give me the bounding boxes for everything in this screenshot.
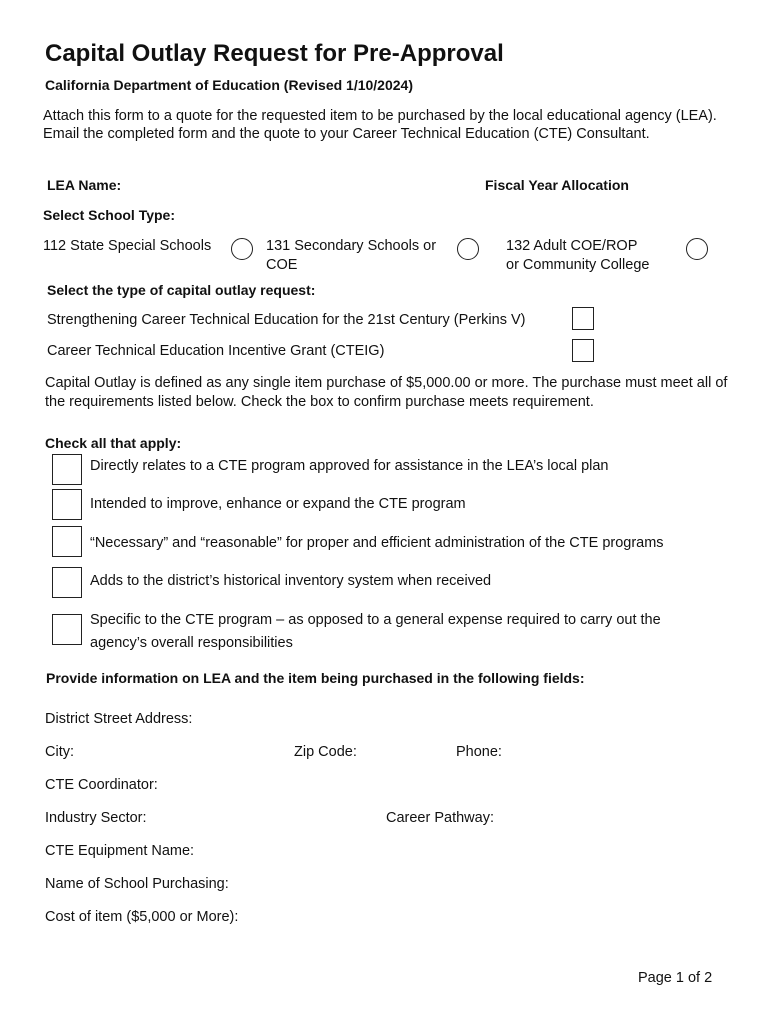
requirement-label-3: “Necessary” and “reasonable” for proper and efficient administration of the CTE programs	[90, 535, 664, 551]
form-subtitle: California Department of Education (Revised 1/10/2024)	[45, 77, 413, 93]
requirement-checkbox-5[interactable]	[52, 614, 82, 645]
info-heading: Provide information on LEA and the item being purchased in the following fields:	[46, 670, 585, 686]
request-type-cteig-checkbox[interactable]	[572, 339, 594, 362]
request-type-cteig-label: Career Technical Education Incentive Grant (CTEIG)	[47, 343, 385, 359]
school-type-option-131-label	[266, 237, 436, 275]
city-label: City:	[45, 744, 74, 760]
request-type-heading: Select the type of capital outlay request:	[47, 282, 316, 298]
equipment-name-label: CTE Equipment Name:	[45, 843, 195, 859]
school-type-heading: Select School Type:	[43, 207, 175, 223]
lea-name-label: LEA Name:	[47, 177, 122, 193]
school-purchasing-label: Name of School Purchasing:	[45, 876, 229, 892]
page-number: Page 1 of 2	[638, 970, 713, 986]
school-type-option-112-label	[43, 237, 211, 256]
requirement-checkbox-4[interactable]	[52, 567, 82, 598]
requirement-label-1: Directly relates to a CTE program approved for assistance in the LEA’s local plan	[90, 458, 609, 474]
school-type-132-text-line1: 132 Adult COE/ROP	[506, 238, 638, 254]
requirement-label-2: Intended to improve, enhance or expand the CTE program	[90, 496, 466, 512]
zip-code-label: Zip Code:	[294, 744, 357, 760]
cte-coordinator-label: CTE Coordinator:	[45, 777, 158, 793]
requirement-label-5: Specific to the CTE program – as opposed to a general expense required to carry out the agency’s overall responsibilities	[90, 612, 661, 651]
phone-label: Phone:	[456, 744, 502, 760]
intro-text	[43, 107, 733, 143]
intro-line-1: Attach this form to a quote for the requested item to be purchased by the local educational agency (LEA).	[43, 108, 717, 124]
school-type-132-radio[interactable]	[686, 238, 708, 260]
page-title: Capital Outlay Request for Pre-Approval	[45, 40, 504, 67]
intro-line-2: Email the completed form and the quote to your Career Technical Education (CTE) Consultant.	[43, 126, 650, 142]
requirement-checkbox-1[interactable]	[52, 454, 82, 485]
item-cost-label: Cost of item ($5,000 or More):	[45, 909, 239, 925]
school-type-112-radio[interactable]	[231, 238, 253, 260]
requirement-checkbox-3[interactable]	[52, 526, 82, 557]
district-address-label: District Street Address:	[45, 711, 193, 727]
school-type-112-text: 112 State Special Schools	[43, 238, 212, 254]
school-type-131-text-line1: 131 Secondary Schools or	[266, 238, 437, 254]
school-type-option-132-label	[506, 237, 649, 275]
school-type-131-radio[interactable]	[457, 238, 479, 260]
school-type-132-text-line2: or Community College	[506, 257, 650, 273]
requirement-label-4: Adds to the district’s historical inventory system when received	[90, 573, 492, 589]
requirement-checkbox-2[interactable]	[52, 489, 82, 520]
capital-outlay-definition: Capital Outlay is defined as any single item purchase of $5,000.00 or more. The purchase must meet all of the requirements listed below. Check the box to confirm purchase meets requirement.	[45, 375, 728, 410]
request-type-perkins-checkbox[interactable]	[572, 307, 594, 330]
career-pathway-label: Career Pathway:	[386, 810, 494, 826]
request-type-perkins-label: Strengthening Career Technical Education for the 21st Century (Perkins V)	[47, 312, 526, 328]
fiscal-year-label: Fiscal Year Allocation	[485, 177, 629, 193]
industry-sector-label: Industry Sector:	[45, 810, 147, 826]
school-type-131-text-line2: COE	[266, 257, 298, 273]
requirements-heading: Check all that apply:	[45, 435, 182, 451]
